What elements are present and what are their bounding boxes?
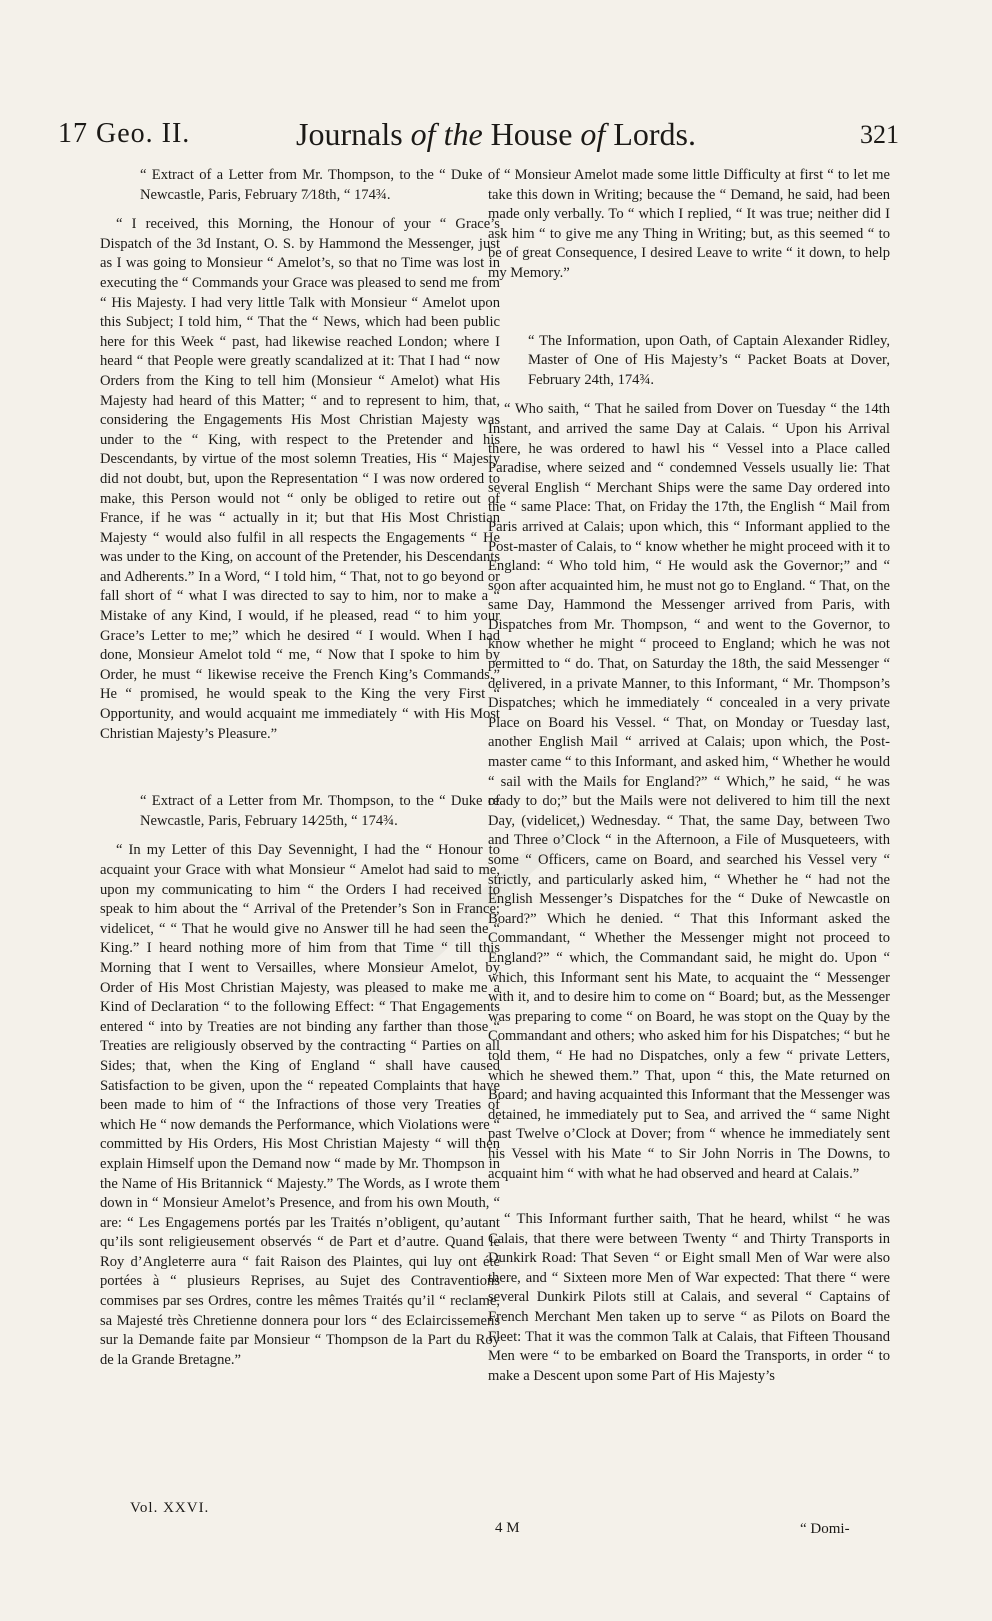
running-title (0, 116, 992, 153)
letter-body-1: “ I received, this Morning, the Honour of your “ Grace’s Dispatch of the 3d Instant, O. S. by Hammond the Messenger, just as I was going to Monsieur “ Amelot’s, so that no Time was lost in executing the “ Commands your Grace was pleased to send me from “ His Majesty. I had very little Talk with Monsieur “ Amelot upon this Subject; I told him, “ That the “ News, which had been public here for this Week “ past, had likewise reached London; where I heard “ that People were greatly scandalized at it: That I had “ now Orders from the King to tell him (Monsieur “ Amelot) what His Majesty had heard of this Matter; “ and to represent to him, that, considering the Engagements His Most Christian Majesty was under to the “ King, with respect to the Pretender and his Descendants, by virtue of the most solemn Treaties, His “ Majesty did not doubt, but, upon the Representation “ I was now ordered to make, this Person would not “ only be obliged to retire out of France, if he was “ actually in it; but that His Most Christian Majesty “ would also fulfil in all respects the Engagements “ He was under to the King, on account of the Pretender, his Descendants and Adherents.” In a Word, “ I told him, “ That, not to go beyond or fall short of “ what I was directed to say to him, nor to make a “ Mistake of any Kind, I would, if he pleased, read “ to him your Grace’s Letter to me;” which he desired “ I would. When I had done, Monsieur Amelot told “ me, “ Now that I spoke to him by Order, he must “ likewise receive the French King’s Commands.” He “ promised, he would speak to the King the very First “ Opportunity, and would acquaint me immediately “ with His Most Christian Majesty’s Pleasure.” (100, 216, 500, 742)
letter-continuation: “ Monsieur Amelot made some little Difficulty at first “ to let me take this down in Writing; because the “ Demand, he said, had been made only verbally. To “ which I replied, “ It was true; neither did I ask him “ to give me any Thing in Writing; but, as this seemed “ to be of great Consequence, I desired Leave to write “ it down, to help my Memory.” (488, 167, 890, 281)
right-column (488, 166, 890, 1394)
signature-mark: 4 M (495, 1520, 520, 1536)
information-heading: “ The Information, upon Oath, of Captain Alexander Ridley, Master of One of His Majesty’s “ Packet Boats at Dover, February 24th, 174¾. (528, 332, 890, 388)
title-house: House (490, 116, 573, 152)
title-lords: Lords. (613, 116, 696, 152)
letter-heading-1: “ Extract of a Letter from Mr. Thompson, to the “ Duke of Newcastle, Paris, February 7⁄18th, “ 174¾. (140, 167, 500, 203)
volume-number: Vol. XXVI. (130, 1500, 210, 1516)
information-further: “ This Informant further saith, That he heard, whilst “ he was Calais, that there were between Twenty “ and Thirty Transports in Dunkirk Road: That Seven “ or Eight small Men of War were also there, and “ Sixteen more Men of War expected: That there “ were several Dunkirk Pilots still at Calais, and several “ Captains of French Merchant Men taken up to serve “ as Pilots on Board the Fleet: That it was the common Talk at Calais, that Fifteen Thousand Men were “ to be embarked on Board the Transports, in order “ to make a Descent upon some Part of His Majesty’s (488, 1211, 890, 1384)
information-body: “ Who saith, “ That he sailed from Dover on Tuesday “ the 14th Instant, and arrived the same Day at Calais. “ Upon his Arrival there, he was ordered to hawl his “ Vessel into a Place called Paradise, where seized and “ condemned Vessels usually lie: That several English “ Merchant Ships were the same Day ordered into the “ same Place: That, on Friday the 17th, the English “ Mail from Paris arrived at Calais; upon which, this “ Informant applied to the Post-master of Calais, to “ know whether he might proceed with it to England: “ Who told him, “ He would ask the Governor;” and “ soon after acquainted him, he must not go to England. “ That, on the same Day, Hammond the Messenger arrived from Paris, with Dispatches from Mr. Thompson, “ and went to the Governor, to know whether he might “ proceed to England; which he was not permitted to “ do. That, on Saturday the 18th, the said Messenger “ delivered, in a private Manner, to this Informant, “ Mr. Thompson’s Dispatches; which he immediately “ concealed in a very private Place on Board his Vessel. “ That, on Monday or Tuesday last, another English Mail “ arrived at Calais; upon which, the Post-master came “ to this Informant, and asked him, “ Whether he would “ sail with the Mails for England?” “ Which,” he said, “ he was ready to do;” but the Mails were not delivered to him till the next Day, (videlicet,) Wednesday. “ That, the same Day, between Two and Three o’Clock “ in the Afternoon, a File of Musqueteers, with some “ Officers, came on Board, and searched his Vessel very “ strictly, and particularly asked him, “ Whether he “ had not the English Messenger’s Dispatches for the “ Duke of Newcastle on Board?” Which he denied. “ That this Informant asked the Commandant, “ Whether the Messenger might not proceed to England?” “ which, the Commandant said, he might do. Upon “ which, this Informant sent his Mate, to acquaint the “ Messenger with it, and to desire him to come on “ Board; but, as the Messenger was preparing to come “ on Board, he was stopt on the Quay by the Commandant and others; who asked him for his Dispatches; “ but he told them, “ He had no Dispatches, only a few “ private Letters, which he shewed them.” That, upon “ this, the Mate returned on Board; and having acquainted this Informant that the Messenger was detained, he immediately put to Sea, and arrived the “ same Night past Twelve o’Clock at Dover; from “ whence he immediately sent his Vessel with his Mate “ to Sir John Norris in The Downs, to acquaint him “ with what he had observed and heard at Calais.” (488, 401, 890, 1182)
title-journals: Journals (296, 116, 403, 152)
page-number: 321 (860, 120, 899, 149)
letter-body-2: “ In my Letter of this Day Sevennight, I had the “ Honour to acquaint your Grace with what Monsieur “ Amelot had said to me, upon my communicating to him “ the Orders I had received to speak to him about the “ Arrival of the Pretender’s Son in France; videlicet, “ “ That he would give no Answer till he had seen the “ King.” I heard nothing more of him from that Time “ till this Morning that I went to Versailles, where Monsieur Amelot, by Order of His Most Christian Majesty, was pleased to make me a Kind of Declaration “ to the following Effect: “ That Engagements entered “ into by Treaties are not binding any farther than those “ Treaties are religiously observed by the contracting “ Parties on all Sides; that, when the King of England “ shall have caused Satisfaction to be given, upon the “ repeated Complaints that have been made to him of “ the Infractions of those very Treaties of which He “ now demands the Performance, which Violations were “ committed by His Orders, His Most Christian Majesty “ will then explain Himself upon the Demand now “ made by Mr. Thompson in the Name of His Britannick “ Majesty.” The Words, as I wrote them down in “ Monsieur Amelot’s Presence, and from his own Mouth, “ are: “ Les Engagemens portés par les Traités n’obligent, qu’autant qu’ils sont religieusement observés “ de Part et d’autre. Quand le Roy d’Angleterre aura “ fait Raison des Plaintes, qui luy ont été portées à “ plusieurs Reprises, au Sujet des Contraventions commises par ses Ordres, contre les mêmes Traités qu’il “ reclame, sa Majesté très Chretienne donnera pour lors “ des Eclaircissemens sur la Demande faite par Monsieur “ Thompson de la Part du Roy de la Grande Bretagne.” (100, 842, 500, 1368)
title-of-the: of the (410, 116, 483, 152)
title-of: of (580, 116, 606, 152)
regnal-year: 17 Geo. II. (58, 118, 191, 149)
catchword: “ Domi- (800, 1521, 850, 1537)
left-column (100, 166, 500, 1378)
letter-heading-2: “ Extract of a Letter from Mr. Thompson, to the “ Duke of Newcastle, Paris, February 14⁄25th, “ 174¾. (140, 793, 500, 829)
